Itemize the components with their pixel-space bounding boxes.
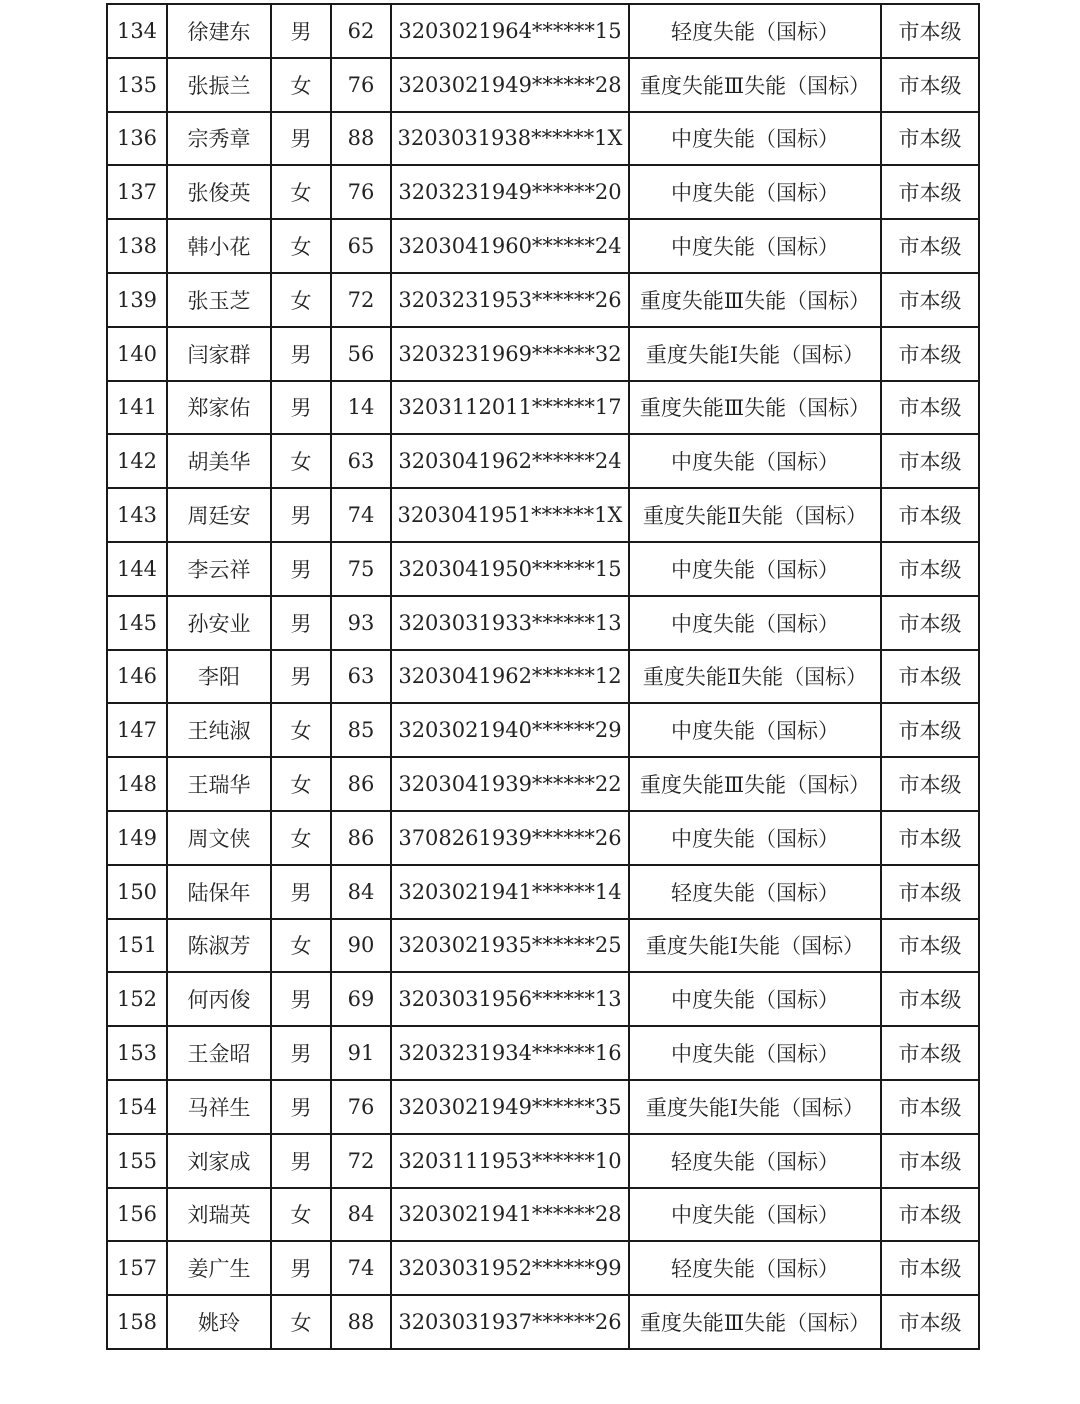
row-number-cell: 153 [107, 1026, 167, 1080]
disability-level-cell: 重度失能Ⅲ失能（国标） [629, 58, 881, 112]
id-number-cell: 3203041962******12 [391, 650, 629, 704]
name-cell: 闫家群 [167, 327, 271, 381]
disability-level-cell: 轻度失能（国标） [629, 1134, 881, 1188]
table-row [107, 4, 979, 58]
row-number-cell: 140 [107, 327, 167, 381]
id-number-cell: 3203231934******16 [391, 1026, 629, 1080]
disability-level-cell: 中度失能（国标） [629, 165, 881, 219]
table-row [107, 650, 979, 704]
table-row [107, 1134, 979, 1188]
age-cell: 72 [331, 273, 391, 327]
disability-level-cell: 重度失能Ⅰ失能（国标） [629, 919, 881, 973]
area-cell: 市本级 [881, 1080, 979, 1134]
disability-level-cell: 中度失能（国标） [629, 219, 881, 273]
row-number-cell: 152 [107, 972, 167, 1026]
id-number-cell: 3203021940******29 [391, 703, 629, 757]
disability-level-cell: 中度失能（国标） [629, 811, 881, 865]
id-number-cell: 3203021941******14 [391, 865, 629, 919]
age-cell: 62 [331, 4, 391, 58]
disability-level-cell: 中度失能（国标） [629, 703, 881, 757]
age-cell: 84 [331, 865, 391, 919]
area-cell: 市本级 [881, 1241, 979, 1295]
disability-level-cell: 中度失能（国标） [629, 596, 881, 650]
row-number-cell: 138 [107, 219, 167, 273]
sex-cell: 男 [271, 488, 331, 542]
sex-cell: 男 [271, 650, 331, 704]
row-number-cell: 155 [107, 1134, 167, 1188]
area-cell: 市本级 [881, 1134, 979, 1188]
area-cell: 市本级 [881, 58, 979, 112]
age-cell: 63 [331, 650, 391, 704]
id-number-cell: 3203021935******25 [391, 919, 629, 973]
name-cell: 韩小花 [167, 219, 271, 273]
age-cell: 14 [331, 381, 391, 435]
sex-cell: 女 [271, 219, 331, 273]
age-cell: 93 [331, 596, 391, 650]
sex-cell: 男 [271, 596, 331, 650]
table-row [107, 1241, 979, 1295]
sex-cell: 女 [271, 58, 331, 112]
table-row [107, 1295, 979, 1349]
table-row [107, 865, 979, 919]
age-cell: 76 [331, 58, 391, 112]
row-number-cell: 134 [107, 4, 167, 58]
area-cell: 市本级 [881, 811, 979, 865]
row-number-cell: 135 [107, 58, 167, 112]
name-cell: 徐建东 [167, 4, 271, 58]
name-cell: 王金昭 [167, 1026, 271, 1080]
age-cell: 74 [331, 488, 391, 542]
area-cell: 市本级 [881, 1188, 979, 1242]
area-cell: 市本级 [881, 1295, 979, 1349]
row-number-cell: 136 [107, 112, 167, 166]
table-row [107, 1080, 979, 1134]
disability-level-cell: 中度失能（国标） [629, 972, 881, 1026]
id-number-cell: 3203041939******22 [391, 757, 629, 811]
disability-level-cell: 中度失能（国标） [629, 542, 881, 596]
name-cell: 张俊英 [167, 165, 271, 219]
name-cell: 何丙俊 [167, 972, 271, 1026]
row-number-cell: 150 [107, 865, 167, 919]
table-row [107, 488, 979, 542]
sex-cell: 男 [271, 865, 331, 919]
age-cell: 76 [331, 1080, 391, 1134]
area-cell: 市本级 [881, 757, 979, 811]
table-row [107, 811, 979, 865]
area-cell: 市本级 [881, 4, 979, 58]
disability-level-cell: 重度失能Ⅲ失能（国标） [629, 381, 881, 435]
disability-level-cell: 轻度失能（国标） [629, 865, 881, 919]
age-cell: 56 [331, 327, 391, 381]
row-number-cell: 151 [107, 919, 167, 973]
table-row [107, 703, 979, 757]
age-cell: 88 [331, 1295, 391, 1349]
sex-cell: 女 [271, 1188, 331, 1242]
age-cell: 85 [331, 703, 391, 757]
area-cell: 市本级 [881, 596, 979, 650]
name-cell: 王纯淑 [167, 703, 271, 757]
row-number-cell: 156 [107, 1188, 167, 1242]
row-number-cell: 154 [107, 1080, 167, 1134]
id-number-cell: 3203031937******26 [391, 1295, 629, 1349]
sex-cell: 男 [271, 327, 331, 381]
name-cell: 李阳 [167, 650, 271, 704]
row-number-cell: 149 [107, 811, 167, 865]
area-cell: 市本级 [881, 703, 979, 757]
sex-cell: 女 [271, 165, 331, 219]
disability-level-cell: 中度失能（国标） [629, 112, 881, 166]
name-cell: 姜广生 [167, 1241, 271, 1295]
area-cell: 市本级 [881, 488, 979, 542]
name-cell: 郑家佑 [167, 381, 271, 435]
name-cell: 李云祥 [167, 542, 271, 596]
table-row [107, 273, 979, 327]
disability-level-cell: 中度失能（国标） [629, 434, 881, 488]
area-cell: 市本级 [881, 865, 979, 919]
age-cell: 88 [331, 112, 391, 166]
area-cell: 市本级 [881, 1026, 979, 1080]
area-cell: 市本级 [881, 919, 979, 973]
id-number-cell: 3203041951******1X [391, 488, 629, 542]
sex-cell: 女 [271, 273, 331, 327]
sex-cell: 女 [271, 757, 331, 811]
name-cell: 马祥生 [167, 1080, 271, 1134]
sex-cell: 女 [271, 434, 331, 488]
name-cell: 孙安业 [167, 596, 271, 650]
id-number-cell: 3203041960******24 [391, 219, 629, 273]
name-cell: 宗秀章 [167, 112, 271, 166]
id-number-cell: 3203021941******28 [391, 1188, 629, 1242]
row-number-cell: 147 [107, 703, 167, 757]
id-number-cell: 3203031938******1X [391, 112, 629, 166]
disability-level-cell: 重度失能Ⅲ失能（国标） [629, 1295, 881, 1349]
area-cell: 市本级 [881, 165, 979, 219]
row-number-cell: 148 [107, 757, 167, 811]
area-cell: 市本级 [881, 273, 979, 327]
id-number-cell: 3203021949******35 [391, 1080, 629, 1134]
age-cell: 86 [331, 811, 391, 865]
age-cell: 91 [331, 1026, 391, 1080]
id-number-cell: 3203231953******26 [391, 273, 629, 327]
area-cell: 市本级 [881, 434, 979, 488]
sex-cell: 男 [271, 112, 331, 166]
table-row [107, 757, 979, 811]
area-cell: 市本级 [881, 972, 979, 1026]
name-cell: 姚玲 [167, 1295, 271, 1349]
name-cell: 周廷安 [167, 488, 271, 542]
id-number-cell: 3203021949******28 [391, 58, 629, 112]
table-row [107, 434, 979, 488]
age-cell: 90 [331, 919, 391, 973]
id-number-cell: 3203031933******13 [391, 596, 629, 650]
table-row [107, 1026, 979, 1080]
row-number-cell: 158 [107, 1295, 167, 1349]
area-cell: 市本级 [881, 112, 979, 166]
name-cell: 张玉芝 [167, 273, 271, 327]
table-row [107, 972, 979, 1026]
age-cell: 65 [331, 219, 391, 273]
name-cell: 王瑞华 [167, 757, 271, 811]
id-number-cell: 3203231949******20 [391, 165, 629, 219]
table-row [107, 381, 979, 435]
age-cell: 76 [331, 165, 391, 219]
table-row [107, 112, 979, 166]
id-number-cell: 3708261939******26 [391, 811, 629, 865]
sex-cell: 男 [271, 542, 331, 596]
age-cell: 69 [331, 972, 391, 1026]
sex-cell: 男 [271, 4, 331, 58]
table-row [107, 58, 979, 112]
table-row [107, 219, 979, 273]
disability-level-cell: 重度失能Ⅰ失能（国标） [629, 1080, 881, 1134]
row-number-cell: 157 [107, 1241, 167, 1295]
age-cell: 75 [331, 542, 391, 596]
row-number-cell: 144 [107, 542, 167, 596]
sex-cell: 男 [271, 1080, 331, 1134]
disability-level-cell: 轻度失能（国标） [629, 4, 881, 58]
table-row [107, 542, 979, 596]
area-cell: 市本级 [881, 219, 979, 273]
row-number-cell: 141 [107, 381, 167, 435]
name-cell: 胡美华 [167, 434, 271, 488]
disability-level-cell: 重度失能Ⅱ失能（国标） [629, 650, 881, 704]
disability-level-cell: 重度失能Ⅰ失能（国标） [629, 327, 881, 381]
disability-level-cell: 中度失能（国标） [629, 1188, 881, 1242]
age-cell: 72 [331, 1134, 391, 1188]
roster-table [106, 3, 980, 1350]
id-number-cell: 3203112011******17 [391, 381, 629, 435]
age-cell: 63 [331, 434, 391, 488]
sex-cell: 女 [271, 1295, 331, 1349]
id-number-cell: 3203031956******13 [391, 972, 629, 1026]
sex-cell: 女 [271, 919, 331, 973]
name-cell: 陈淑芳 [167, 919, 271, 973]
area-cell: 市本级 [881, 381, 979, 435]
sex-cell: 女 [271, 811, 331, 865]
sex-cell: 男 [271, 1241, 331, 1295]
table-row [107, 165, 979, 219]
area-cell: 市本级 [881, 542, 979, 596]
row-number-cell: 143 [107, 488, 167, 542]
id-number-cell: 3203041962******24 [391, 434, 629, 488]
roster-table-body [107, 4, 979, 1349]
sex-cell: 男 [271, 1134, 331, 1188]
age-cell: 74 [331, 1241, 391, 1295]
id-number-cell: 3203031952******99 [391, 1241, 629, 1295]
id-number-cell: 3203231969******32 [391, 327, 629, 381]
disability-level-cell: 重度失能Ⅲ失能（国标） [629, 273, 881, 327]
sex-cell: 男 [271, 381, 331, 435]
row-number-cell: 145 [107, 596, 167, 650]
disability-level-cell: 中度失能（国标） [629, 1026, 881, 1080]
name-cell: 周文侠 [167, 811, 271, 865]
area-cell: 市本级 [881, 650, 979, 704]
id-number-cell: 3203041950******15 [391, 542, 629, 596]
row-number-cell: 137 [107, 165, 167, 219]
name-cell: 陆保年 [167, 865, 271, 919]
table-row [107, 327, 979, 381]
age-cell: 84 [331, 1188, 391, 1242]
id-number-cell: 3203021964******15 [391, 4, 629, 58]
table-row [107, 596, 979, 650]
sex-cell: 男 [271, 1026, 331, 1080]
table-row [107, 1188, 979, 1242]
area-cell: 市本级 [881, 327, 979, 381]
document-page [106, 3, 976, 1350]
age-cell: 86 [331, 757, 391, 811]
name-cell: 刘家成 [167, 1134, 271, 1188]
row-number-cell: 146 [107, 650, 167, 704]
sex-cell: 女 [271, 703, 331, 757]
row-number-cell: 139 [107, 273, 167, 327]
id-number-cell: 3203111953******10 [391, 1134, 629, 1188]
row-number-cell: 142 [107, 434, 167, 488]
disability-level-cell: 重度失能Ⅱ失能（国标） [629, 488, 881, 542]
sex-cell: 男 [271, 972, 331, 1026]
table-row [107, 919, 979, 973]
disability-level-cell: 重度失能Ⅲ失能（国标） [629, 757, 881, 811]
name-cell: 张振兰 [167, 58, 271, 112]
disability-level-cell: 轻度失能（国标） [629, 1241, 881, 1295]
name-cell: 刘瑞英 [167, 1188, 271, 1242]
